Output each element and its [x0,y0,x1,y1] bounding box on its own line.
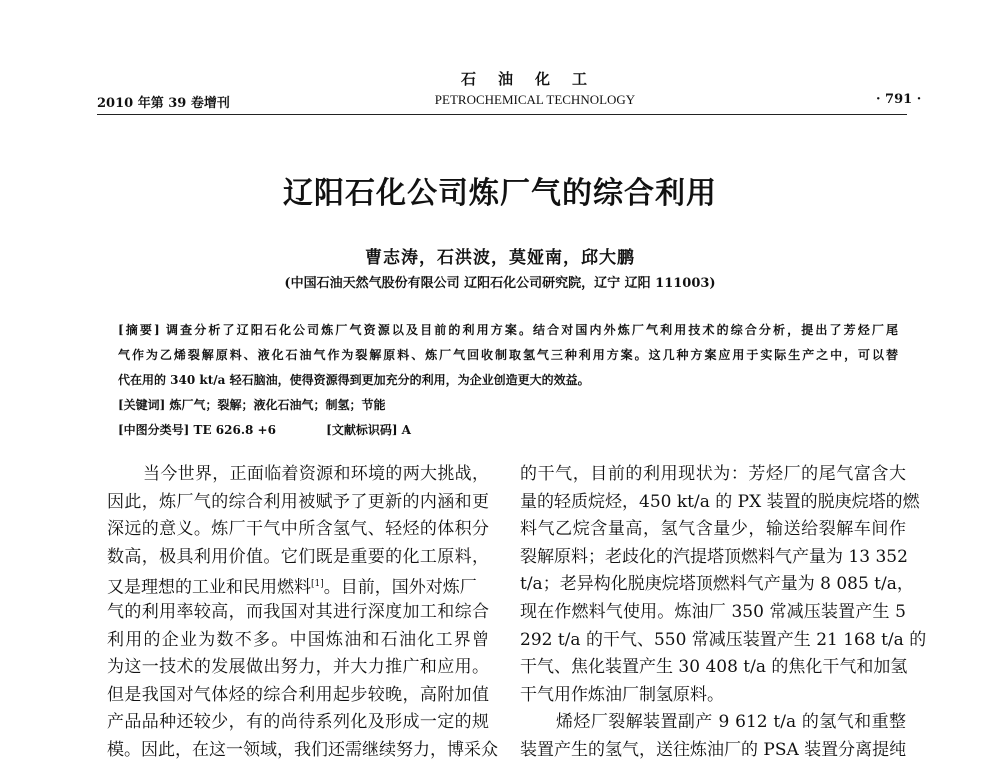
journal-name-en: PETROCHEMICAL TECHNOLOGY [434,92,636,107]
document-code: [文献标识码] A [326,423,411,437]
body-column-right [520,461,927,765]
reference-marker[interactable]: [1] [311,579,324,590]
body-line: 但是我国对气体烃的综合利用起步较晚，高附加值 [107,684,489,705]
body-line: 因此，炼厂气的综合利用被赋予了更新的内涵和更 [107,491,489,512]
body-line: 料气乙烷含量高，氢气含量少，输送给裂解车间作 [520,519,906,540]
body-text: 。目前，国外对炼厂 [323,578,477,599]
abstract-line: 气作为乙烯裂解原料、液化石油气作为裂解原料、炼厂气回收制取氢气三种利用方案。这几种方案应用于实际生产之中，可以替 [118,348,898,362]
body-line: 深远的意义。炼厂干气中所含氢气、轻烃的体积分 [107,519,489,540]
keywords: [关键词] 炼厂气；裂解；液化石油气；制氢；节能 [118,398,386,412]
affiliation: (中国石油天然气股份有限公司 辽阳石化公司研究院，辽宁 辽阳 111003) [284,276,716,291]
body-line: 292 t/a 的干气、550 常减压装置产生 21 168 t/a 的 [520,629,927,650]
body-line: 烯烃厂裂解装置副产 9 612 t/a 的氢气和重整 [556,712,906,733]
body-line: 产品品种还较少，有的尚待系列化及形成一定的规 [107,712,489,733]
body-line: t/a；老异构化脱庚烷塔顶燃料气产量为 8 085 t/a， [520,574,914,595]
body-line: 利用的企业为数不多。中国炼油和石油化工界曾 [107,629,489,650]
body-line: 气的利用率较高，而我国对其进行深度加工和综合 [107,601,489,622]
article-title: 辽阳石化公司炼厂气的综合利用 [283,176,717,211]
body-line: 现在作燃料气使用。炼油厂 350 常减压装置产生 5 [520,601,906,622]
abstract [118,318,898,443]
body-line: 裂解原料；老歧化的汽提塔顶燃料气产量为 13 352 [520,546,908,567]
header-rule [97,114,907,115]
classification-number: [中图分类号] TE 626.8 +6 [118,423,276,437]
body-line [107,571,489,599]
abstract-line: 代在用的 340 kt/a 轻石脑油，使得资源得到更加充分的利用，为企业创造更大的效益。 [118,373,590,387]
classification-row [118,418,898,443]
journal-name-cn: 石油化工 [460,70,609,88]
body-line: 量的轻质烷烃，450 kt/a 的 PX 装置的脱庚烷塔的燃 [520,491,920,512]
body-column-left [107,461,498,765]
body-line: 数高，极具利用价值。它们既是重要的化工原料， [107,546,489,567]
body-line: 干气用作炼油厂制氢原料。 [520,684,724,705]
body-line: 当今世界，正面临着资源和环境的两大挑战， [143,464,489,484]
body-line: 装置产生的氢气，送往炼油厂的 PSA 装置分离提纯 [520,739,907,760]
body-line: 干气、焦化装置产生 30 408 t/a 的焦化干气和加氢 [520,657,908,678]
body-line: 为这一技术的发展做出努力，并大力推广和应用。 [107,657,489,678]
body-line: 的干气，目前的利用现状为：芳烃厂的尾气富含大 [520,464,906,484]
body-text: 又是理想的工业和民用燃料 [107,578,311,599]
abstract-line: [摘要] 调查分析了辽阳石化公司炼厂气资源以及目前的利用方案。结合对国内外炼厂气利用技术的综合分析，提出了芳烃厂尾 [118,323,898,337]
issue-info: 2010 年第 39 卷增刊 [97,96,230,111]
body-line: 模。因此，在这一领域，我们还需继续努力，博采众 [107,739,498,760]
authors: 曹志涛，石洪波，莫娅南，邱大鹏 [365,248,635,268]
page-number: · 791 · [876,92,922,107]
